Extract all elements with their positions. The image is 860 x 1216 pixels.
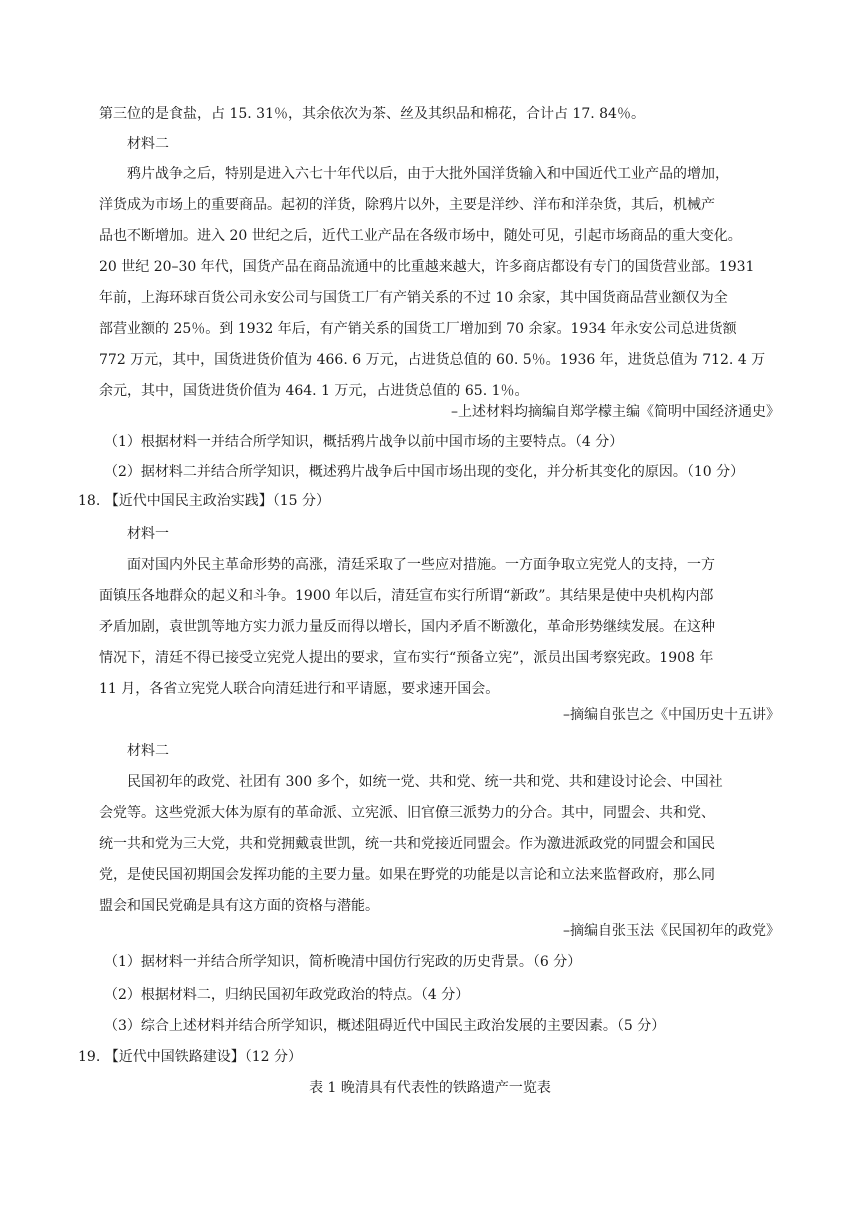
paragraph-line: 品也不断增加。进入 20 世纪之后，近代工业产品在各级市场中，随处可见，引起市场商品的重大变化。	[99, 228, 742, 244]
paragraph-line: 民国初年的政党、社团有 300 多个，如统一党、共和党、统一共和党、共和建设讨论会、中国社	[127, 774, 723, 790]
question-item: （3）综合上述材料并结合所学知识，概述阻碍近代中国民主政治发展的主要因素。（5 分）	[104, 1018, 666, 1034]
paragraph-line: 会党等。这些党派大体为原有的革命派、立宪派、旧官僚三派势力的分合。其中，同盟会、共和党、	[99, 805, 715, 821]
paragraph-line: 鸦片战争之后，特别是进入六七十年代以后，由于大批外国洋货输入和中国近代工业产品的增加，	[127, 166, 729, 182]
paragraph-line: 面对国内外民主革命形势的高涨，清廷采取了一些应对措施。一方面争取立宪党人的支持，一方	[127, 557, 715, 573]
paragraph-line: 面镇压各地群众的起义和斗争。1900 年以后，清廷宣布实行所谓“新政”。其结果是使中央机构内部	[99, 588, 714, 604]
paragraph-line: 党，是使民国初期国会发挥功能的主要力量。如果在野党的功能是以言论和立法来监督政府，那么同	[99, 867, 715, 883]
paragraph-line: 20 世纪 20–30 年代，国货产品在商品流通中的比重越来越大，许多商店都设有专门的国货营业部。1931	[99, 259, 755, 275]
paragraph-line: 772 万元，其中，国货进货价值为 466. 6 万元，占进货总值的 60. 5％。1936 年，进货总值为 712. 4 万	[99, 352, 766, 368]
question-heading: 18. 【近代中国民主政治实践】（15 分）	[78, 493, 330, 509]
source-citation: –摘编自张玉法《民国初年的政党》	[563, 923, 780, 939]
question-item: （2）据材料二并结合所学知识，概述鸦片战争后中国市场出现的变化，并分析其变化的原因。（10 分）	[104, 464, 745, 480]
paragraph-line: 洋货成为市场上的重要商品。起初的洋货，除鸦片以外，主要是洋纱、洋布和洋杂货，其后，机械产	[99, 197, 715, 213]
question-item: （1）根据材料一并结合所学知识，概括鸦片战争以前中国市场的主要特点。（4 分）	[104, 434, 624, 450]
paragraph-line: 部营业额的 25％。到 1932 年后，有产销关系的国货工厂增加到 70 余家。1934 年永安公司总进货额	[99, 321, 737, 337]
paragraph-line: 情况下，清廷不得已接受立宪党人提出的要求，宣布实行“预备立宪”，派员出国考察宪政。1908 年	[99, 650, 714, 666]
source-citation: –摘编自张岂之《中国历史十五讲》	[563, 707, 780, 723]
paragraph-line: 统一共和党为三大党，共和党拥戴袁世凯，统一共和党接近同盟会。作为激进派政党的同盟会和国民	[99, 836, 715, 852]
material-label: 材料二	[127, 136, 169, 152]
material-label: 材料二	[127, 743, 169, 759]
table-caption: 表 1 晚清具有代表性的铁路遗产一览表	[309, 1080, 551, 1096]
paragraph-line: 矛盾加剧，袁世凯等地方实力派力量反而得以增长，国内矛盾不断激化，革命形势继续发展。在这种	[99, 619, 715, 635]
paragraph-line: 余元，其中，国货进货价值为 464. 1 万元，占进货总值的 65. 1％。	[99, 383, 529, 399]
question-item: （1）据材料一并结合所学知识，简析晚清中国仿行宪政的历史背景。（6 分）	[104, 954, 582, 970]
question-item: （2）根据材料二，归纳民国初年政党政治的特点。（4 分）	[104, 987, 470, 1003]
paragraph-line: 年前，上海环球百货公司永安公司与国货工厂有产销关系的不过 10 余家，其中国货商品营业额仅为全	[99, 290, 728, 306]
source-citation: –上述材料均摘编自郑学檬主编《简明中国经济通史》	[451, 404, 780, 420]
material-label: 材料一	[127, 526, 169, 542]
paragraph-line: 盟会和国民党确是具有这方面的资格与潜能。	[99, 898, 379, 914]
paragraph-line: 第三位的是食盐，占 15. 31％，其余依次为茶、丝及其织品和棉花，合计占 17. 84％。	[99, 106, 645, 122]
paragraph-line: 11 月，各省立宪党人联合向清廷进行和平请愿，要求速开国会。	[99, 681, 500, 697]
question-heading: 19. 【近代中国铁路建设】（12 分）	[78, 1049, 302, 1065]
